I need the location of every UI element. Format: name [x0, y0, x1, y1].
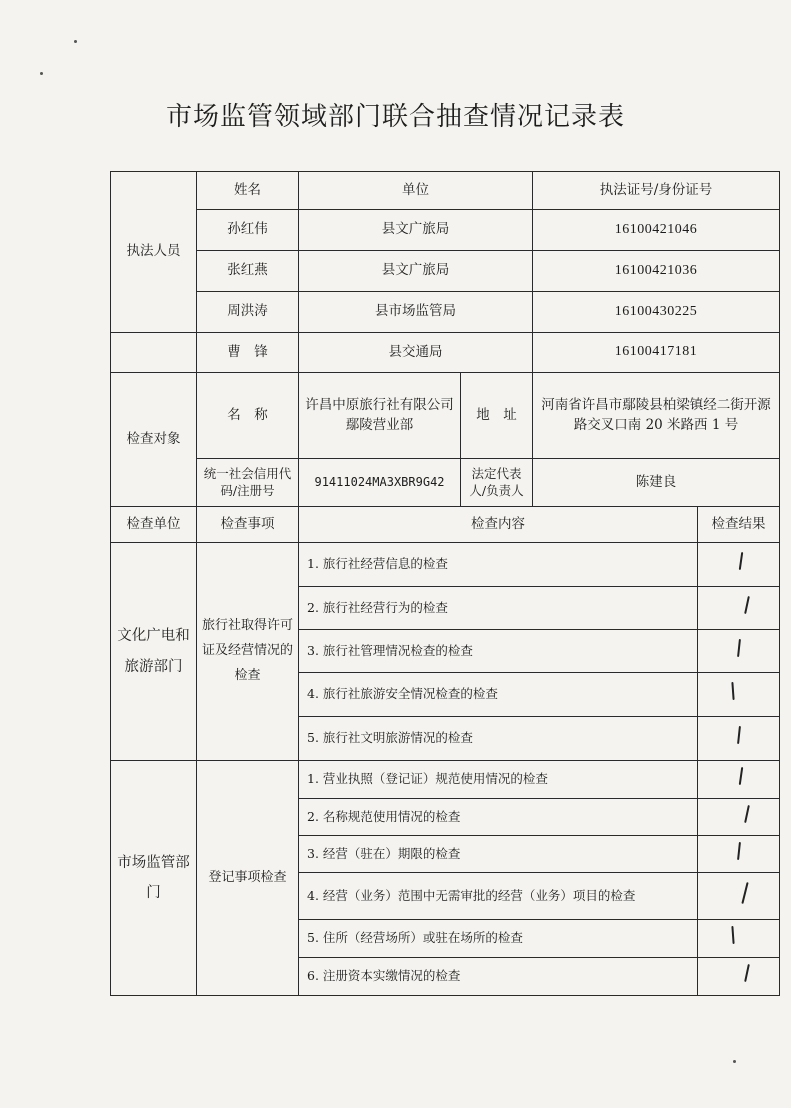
culture-dept: 文化广电和旅游部门 [111, 543, 197, 761]
result-check [698, 873, 780, 920]
scan-speck [74, 40, 77, 43]
inspection-record-table [110, 171, 780, 996]
target-address-value: 河南省许昌市鄢陵县柏梁镇经二街开源路交叉口南 20 米路西 1 号 [533, 373, 780, 459]
result-check [698, 587, 780, 630]
check-mark-icon [737, 842, 741, 860]
check-mark-icon [744, 596, 750, 614]
scan-speck [40, 72, 43, 75]
check-mark-icon [737, 639, 741, 657]
officers-row-label: 执法人员 [111, 172, 197, 333]
inspection-matter-header: 检查事项 [197, 507, 299, 543]
result-check [698, 761, 780, 799]
target-code-row [111, 459, 780, 507]
officer-id: 16100421036 [533, 251, 780, 292]
target-code-value: 91411024MA3XBR9G42 [299, 459, 461, 507]
check-mark-icon [744, 805, 750, 823]
result-check [698, 920, 780, 958]
check-mark-icon [731, 926, 734, 944]
inspection-content-header: 检查内容 [299, 507, 698, 543]
result-check [698, 673, 780, 717]
check-mark-icon [744, 964, 750, 982]
check-mark-icon [731, 682, 734, 700]
culture-item: 3. 旅行社管理情况检查的检查 [299, 630, 698, 673]
inspection-unit-header: 检查单位 [111, 507, 197, 543]
officer-row [111, 210, 780, 251]
culture-item: 1. 旅行社经营信息的检查 [299, 543, 698, 587]
officer-name: 孙红伟 [197, 210, 299, 251]
target-name-label: 名 称 [197, 373, 299, 459]
culture-matter: 旅行社取得许可证及经营情况的检查 [197, 543, 299, 761]
target-rep-label: 法定代表人/负责人 [461, 459, 533, 507]
market-item-row [111, 761, 780, 799]
culture-item: 5. 旅行社文明旅游情况的检查 [299, 717, 698, 761]
officer-row-label-empty [111, 333, 197, 373]
officer-name-header: 姓名 [197, 172, 299, 210]
inspection-header-row [111, 507, 780, 543]
market-item: 2. 名称规范使用情况的检查 [299, 799, 698, 836]
officer-id-header: 执法证号/身份证号 [533, 172, 780, 210]
market-matter: 登记事项检查 [197, 761, 299, 996]
market-item: 1. 营业执照（登记证）规范使用情况的检查 [299, 761, 698, 799]
target-code-label: 统一社会信用代码/注册号 [197, 459, 299, 507]
result-check [698, 958, 780, 996]
target-row-label: 检查对象 [111, 373, 197, 507]
officer-unit: 县市场监管局 [299, 292, 533, 333]
market-dept: 市场监管部门 [111, 761, 197, 996]
officer-name: 周洪涛 [197, 292, 299, 333]
officer-id: 16100430225 [533, 292, 780, 333]
officer-row [111, 251, 780, 292]
officer-name: 曹 锋 [197, 333, 299, 373]
target-address-label: 地 址 [461, 373, 533, 459]
officer-row [111, 292, 780, 333]
result-check [698, 836, 780, 873]
market-item: 6. 注册资本实缴情况的检查 [299, 958, 698, 996]
market-item: 3. 经营（驻在）期限的检查 [299, 836, 698, 873]
culture-item: 2. 旅行社经营行为的检查 [299, 587, 698, 630]
result-check [698, 543, 780, 587]
officer-row [111, 333, 780, 373]
market-item: 5. 住所（经营场所）或驻在场所的检查 [299, 920, 698, 958]
check-mark-icon [739, 552, 743, 570]
target-rep-value: 陈建良 [533, 459, 780, 507]
market-item: 4. 经营（业务）范围中无需审批的经营（业务）项目的检查 [299, 873, 698, 920]
result-check [698, 799, 780, 836]
result-check [698, 717, 780, 761]
officer-id: 16100417181 [533, 333, 780, 373]
officers-header-row [111, 172, 780, 210]
page-title: 市场监管领域部门联合抽查情况记录表 [165, 102, 625, 132]
check-mark-icon [739, 767, 743, 785]
target-name-value: 许昌中原旅行社有限公司鄢陵营业部 [299, 373, 461, 459]
culture-item: 4. 旅行社旅游安全情况检查的检查 [299, 673, 698, 717]
check-mark-icon [737, 726, 741, 744]
target-row [111, 373, 780, 459]
check-mark-icon [741, 882, 748, 904]
officer-unit: 县文广旅局 [299, 251, 533, 292]
inspection-result-header: 检查结果 [698, 507, 780, 543]
scan-speck [733, 1060, 736, 1063]
officer-id: 16100421046 [533, 210, 780, 251]
officer-name: 张红燕 [197, 251, 299, 292]
result-check [698, 630, 780, 673]
officer-unit-header: 单位 [299, 172, 533, 210]
officer-unit: 县文广旅局 [299, 210, 533, 251]
officer-unit: 县交通局 [299, 333, 533, 373]
culture-item-row [111, 543, 780, 587]
